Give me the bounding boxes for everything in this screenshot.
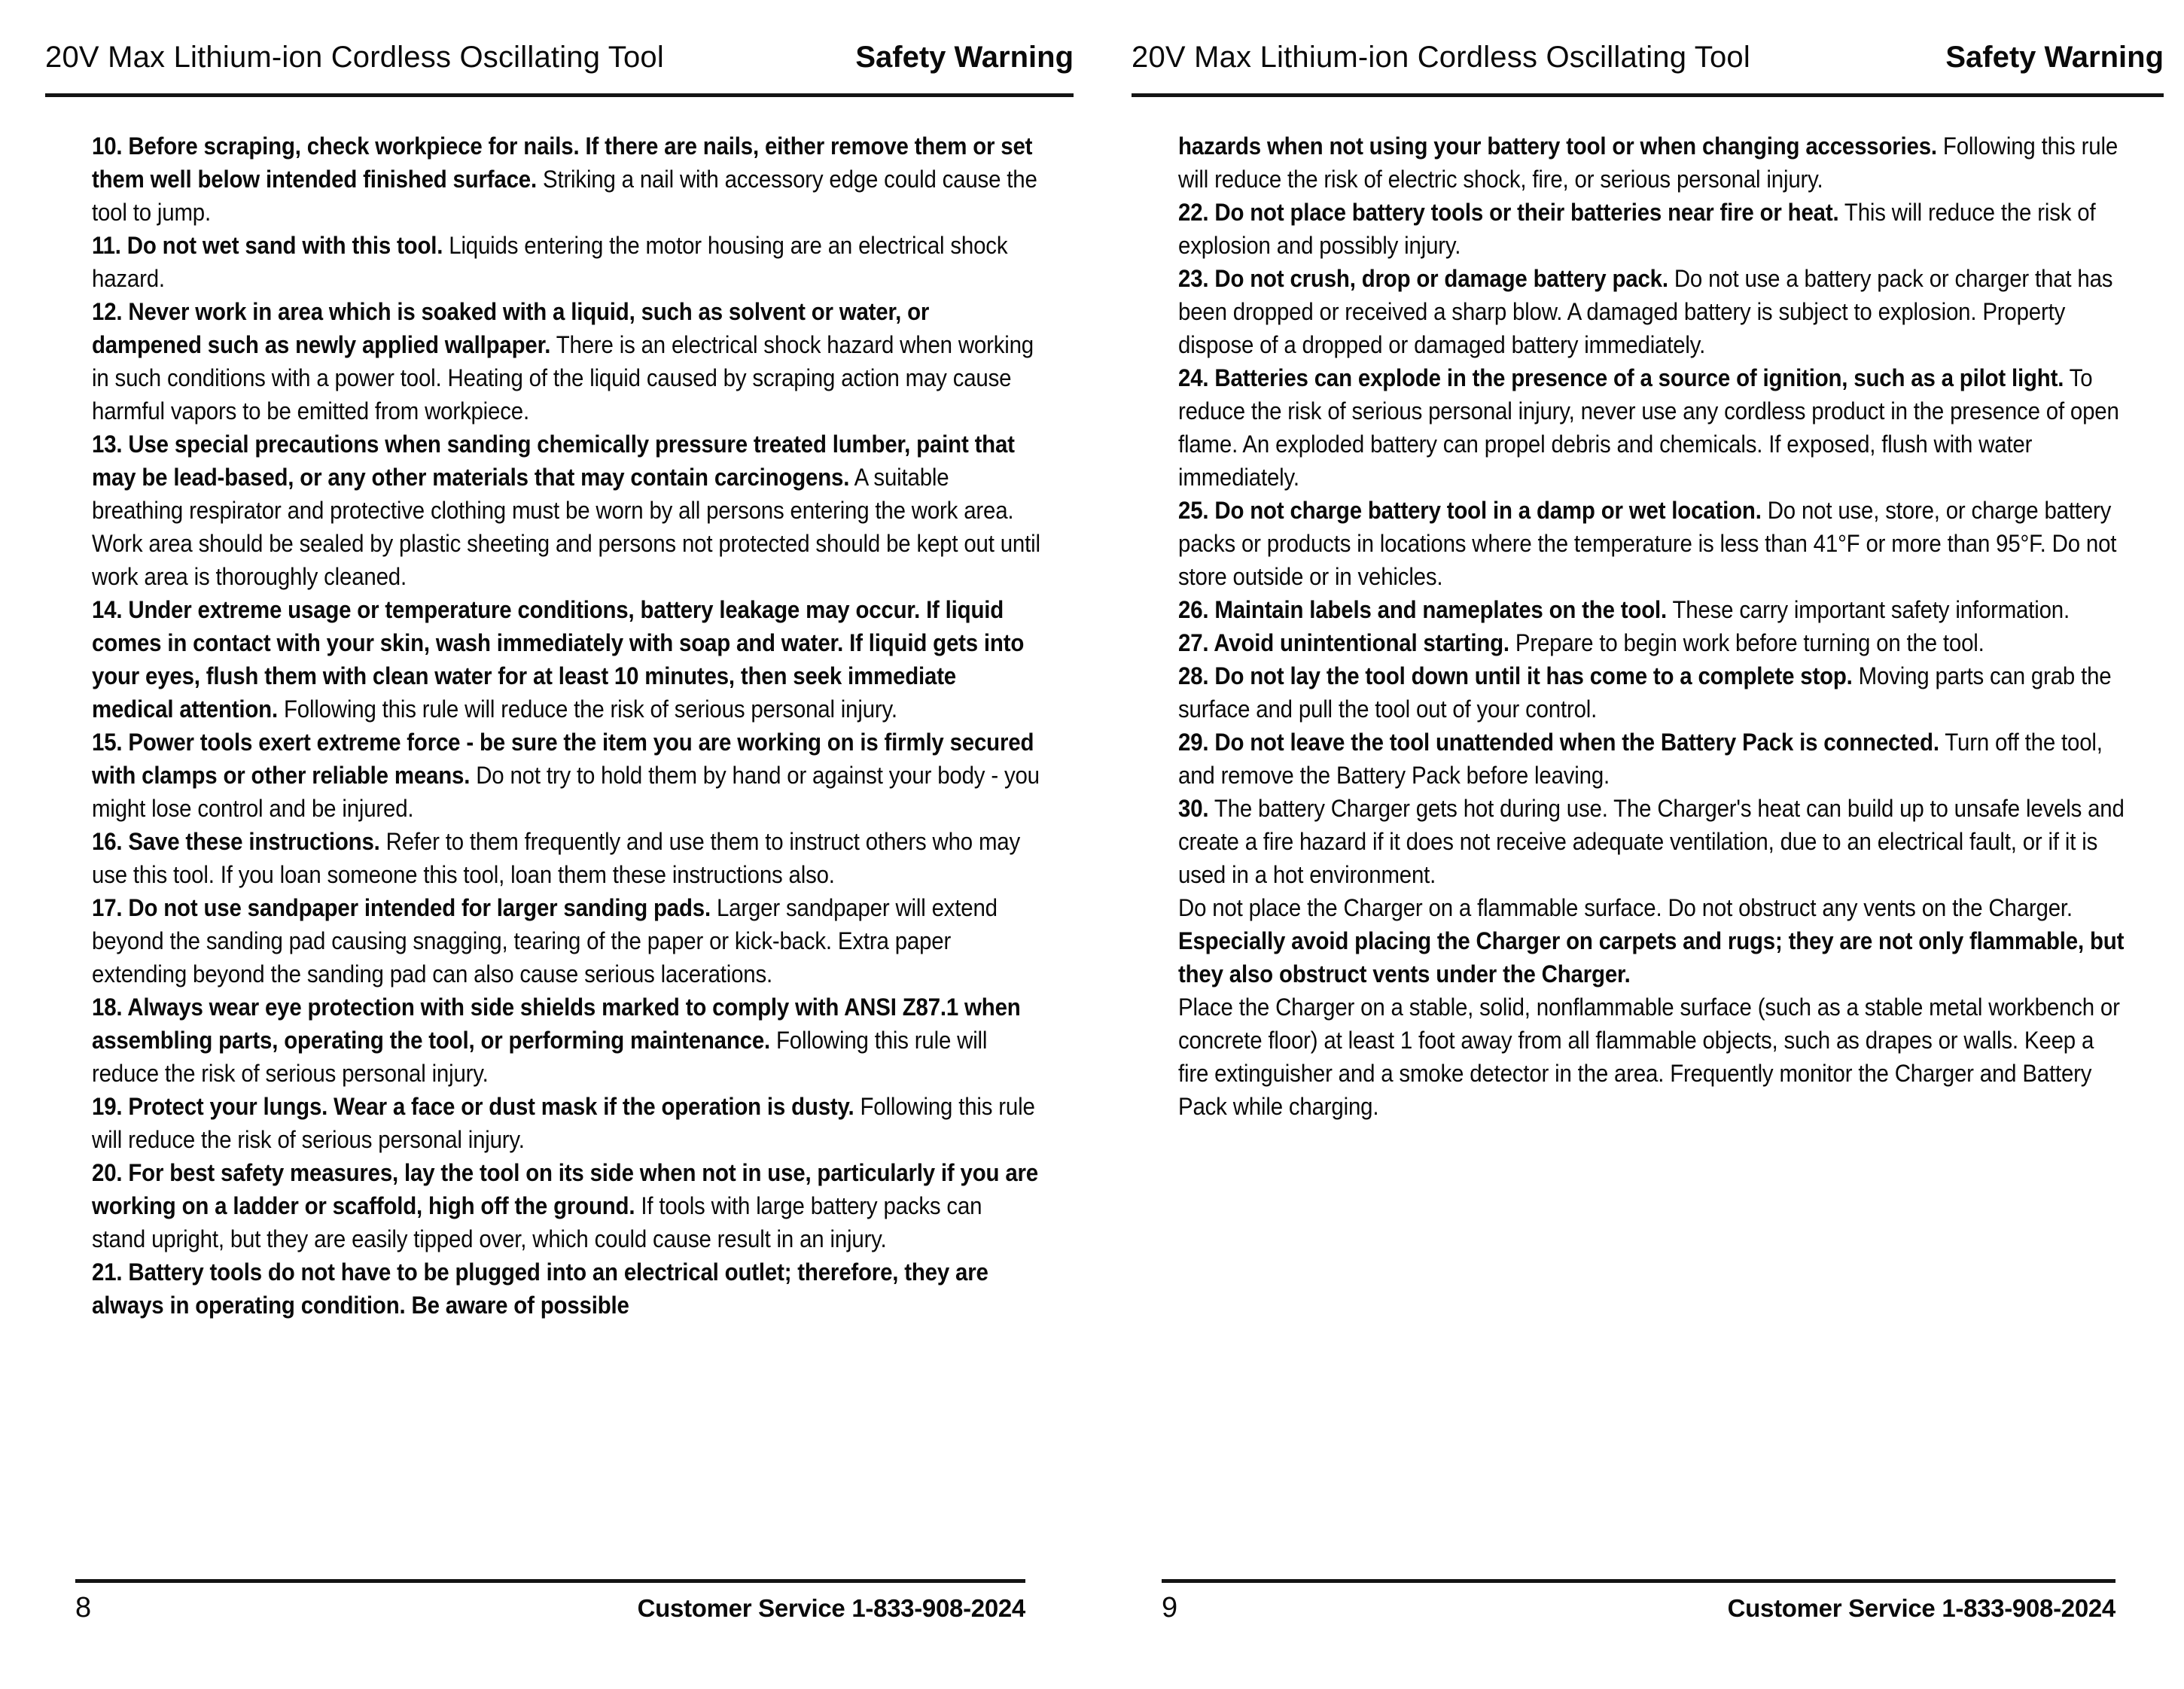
safety-item	[1178, 991, 2127, 1123]
safety-item-lead: 12. Never work in area which is soaked with a liquid, such as solvent or water, or dampened such as newly applied wallpaper.	[92, 298, 930, 358]
safety-item	[92, 428, 1040, 593]
safety-item-body: Larger sandpaper will extend beyond the sanding pad causing snagging, tearing of the paper or kick-back. Extra paper extending beyond the sanding pad can also cause serious lacerations.	[92, 894, 998, 988]
safety-item	[1178, 726, 2127, 792]
safety-item-body: The battery Charger gets hot during use. The Charger's heat can build up to unsafe levels and create a fire hazard if it does not receive adequate ventilation, due to an electrical fault, or if it is used in a hot environment.	[1178, 795, 2125, 888]
page-footer	[1162, 1579, 2115, 1624]
safety-item	[1178, 626, 2127, 659]
safety-item-lead: 20. For best safety measures, lay the tool on its side when not in use, particularly if you are working on a ladder or scaffold, high off the ground.	[92, 1159, 1038, 1219]
safety-item-lead: 16. Save these instructions.	[92, 828, 380, 855]
safety-item	[92, 1090, 1040, 1156]
manual-page-9	[1132, 0, 2165, 1689]
safety-warning-list	[92, 129, 1040, 1322]
footer-row	[1162, 1592, 2115, 1624]
safety-item-lead: 24. Batteries can explode in the presence of a source of ignition, such as a pilot light.	[1178, 364, 2064, 391]
safety-item-lead: 30.	[1178, 795, 1209, 822]
safety-item-lead: hazards when not using your battery tool or when changing accessories.	[1178, 132, 1937, 160]
safety-item-body: Do not use a battery pack or charger that has been dropped or received a sharp blow. A damaged battery is subject to explosion. Property dispose of a dropped or damaged battery immediately.	[1178, 265, 2113, 358]
safety-item	[1178, 262, 2127, 361]
footer-rule	[75, 1579, 1025, 1583]
customer-service-label: Customer Service 1-833-908-2024	[1727, 1594, 2115, 1622]
safety-item	[1178, 659, 2127, 726]
safety-item-body: Following this rule will reduce the risk of serious personal injury.	[92, 1093, 1035, 1153]
safety-item-body: Following this rule will reduce the risk of serious personal injury.	[277, 695, 897, 723]
section-label: Safety Warning	[855, 41, 1074, 74]
safety-item-body: Do not use, store, or charge battery packs or products in locations where the temperature is less than 41°F or more than 95°F. Do not store outside or in vehicles.	[1178, 497, 2117, 590]
safety-item	[1178, 196, 2127, 262]
safety-item-body: Do not place the Charger on a flammable surface. Do not obstruct any vents on the Charger.	[1178, 894, 2073, 921]
safety-item	[92, 991, 1040, 1090]
safety-item-body: Do not try to hold them by hand or against your body - you might lose control and be injured.	[92, 762, 1040, 822]
safety-item	[92, 229, 1040, 295]
safety-item	[1178, 891, 2127, 924]
safety-item-body: If tools with large battery packs can stand upright, but they are easily tipped over, which could cause result in an injury.	[92, 1192, 982, 1252]
safety-item	[92, 295, 1040, 428]
safety-item	[92, 891, 1040, 991]
safety-item-body: Following this rule will reduce the risk of electric shock, fire, or serious personal injury.	[1178, 132, 2119, 193]
safety-item-lead: 10. Before scraping, check workpiece for nails. If there are nails, either remove them or set them well below intended finished surface.	[92, 132, 1033, 193]
safety-item-lead: 29. Do not leave the tool unattended when the Battery Pack is connected.	[1178, 729, 1939, 756]
page-title: 20V Max Lithium-ion Cordless Oscillating Tool	[1132, 41, 1750, 74]
safety-item	[92, 1156, 1040, 1255]
safety-item-lead: 22. Do not place battery tools or their batteries near fire or heat.	[1178, 199, 1839, 226]
safety-item	[1178, 792, 2127, 891]
safety-item-lead: Especially avoid placing the Charger on carpets and rugs; they are not only flammable, but they also obstruct vents under the Charger.	[1178, 927, 2125, 988]
safety-item-body: Following this rule will reduce the risk of serious personal injury.	[92, 1027, 988, 1087]
safety-item-body: Moving parts can grab the surface and pull the tool out of your control.	[1178, 662, 2112, 723]
safety-item-lead: 17. Do not use sandpaper intended for larger sanding pads.	[92, 894, 711, 921]
safety-item-lead: 14. Under extreme usage or temperature conditions, battery leakage may occur. If liquid comes in contact with your skin, wash immediately with soap and water. If liquid gets into your eyes, flush them with clean water for at least 10 minutes, then seek immediate medical attention.	[92, 596, 1025, 723]
safety-item-body: To reduce the risk of serious personal injury, never use any cordless product in the presence of open flame. An exploded battery can propel debris and chemicals. If exposed, flush with water immediately.	[1178, 364, 2119, 491]
safety-item	[92, 129, 1040, 229]
safety-item	[1178, 593, 2127, 626]
section-label: Safety Warning	[1945, 41, 2164, 74]
safety-item-lead: 26. Maintain labels and nameplates on the tool.	[1178, 596, 1667, 623]
safety-item-body: A suitable breathing respirator and protective clothing must be worn by all persons entering the work area. Work area should be sealed by plastic sheeting and persons not protected should be kept out until work area is thoroughly cleaned.	[92, 464, 1040, 590]
safety-warning-list	[1178, 129, 2127, 1123]
customer-service-label: Customer Service 1-833-908-2024	[637, 1594, 1025, 1622]
safety-item-lead: 13. Use special precautions when sanding chemically pressure treated lumber, paint that may be lead-based, or any other materials that may contain carcinogens.	[92, 431, 1015, 491]
page-header	[45, 41, 1074, 75]
safety-item	[1178, 361, 2127, 494]
safety-item-body: Turn off the tool, and remove the Battery Pack before leaving.	[1178, 729, 2103, 789]
footer-row	[75, 1592, 1025, 1624]
footer-rule	[1162, 1579, 2115, 1583]
header-rule	[45, 93, 1074, 97]
safety-item-lead: 27. Avoid unintentional starting.	[1178, 629, 1509, 656]
safety-item-body: Prepare to begin work before turning on the tool.	[1509, 629, 1984, 656]
safety-item	[92, 593, 1040, 726]
manual-page-8	[45, 0, 1075, 1689]
safety-item	[92, 726, 1040, 825]
safety-item	[1178, 129, 2127, 196]
safety-item-body: Striking a nail with accessory edge could cause the tool to jump.	[92, 166, 1037, 226]
safety-item-lead: 11. Do not wet sand with this tool.	[92, 232, 443, 259]
safety-item-body: These carry important safety information.	[1666, 596, 2070, 623]
safety-item-body: This will reduce the risk of explosion and possibly injury.	[1178, 199, 2096, 259]
page-title: 20V Max Lithium-ion Cordless Oscillating Tool	[45, 41, 664, 74]
safety-item-lead: 19. Protect your lungs. Wear a face or dust mask if the operation is dusty.	[92, 1093, 854, 1120]
safety-item-body: Place the Charger on a stable, solid, nonflammable surface (such as a stable metal workbench or concrete floor) at least 1 foot away from all flammable objects, such as drapes or walls. Keep a fire extinguisher and a smoke detector in the area. Frequently monitor the Charger and Battery Pack while charging.	[1178, 994, 2120, 1120]
safety-item-lead: 18. Always wear eye protection with side shields marked to comply with ANSI Z87.1 when assembling parts, operating the tool, or performing maintenance.	[92, 994, 1021, 1054]
page-number: 9	[1162, 1592, 1178, 1624]
page-body	[92, 129, 1075, 1322]
safety-item-lead: 25. Do not charge battery tool in a damp or wet location.	[1178, 497, 1762, 524]
page-header	[1132, 41, 2164, 75]
page-number: 8	[75, 1592, 92, 1624]
safety-item	[92, 825, 1040, 891]
safety-item	[1178, 494, 2127, 593]
safety-item-lead: 21. Battery tools do not have to be plugged into an electrical outlet; therefore, they are always in operating condition. Be aware of possible	[92, 1258, 988, 1319]
page-footer	[75, 1579, 1025, 1624]
safety-item	[1178, 924, 2127, 991]
safety-item-body: There is an electrical shock hazard when working in such conditions with a power tool. Heating of the liquid caused by scraping action may cause harmful vapors to be emitted from workpiece.	[92, 331, 1034, 425]
safety-item	[92, 1255, 1040, 1322]
safety-item-body: Refer to them frequently and use them to instruct others who may use this tool. If you loan someone this tool, loan them these instructions also.	[92, 828, 1021, 888]
safety-item-body: Liquids entering the motor housing are an electrical shock hazard.	[92, 232, 1008, 292]
safety-item-lead: 28. Do not lay the tool down until it has come to a complete stop.	[1178, 662, 1853, 689]
safety-item-lead: 23. Do not crush, drop or damage battery pack.	[1178, 265, 1668, 292]
header-rule	[1132, 93, 2164, 97]
safety-item-lead: 15. Power tools exert extreme force - be sure the item you are working on is firmly secured with clamps or other reliable means.	[92, 729, 1034, 789]
page-body	[1178, 129, 2165, 1123]
